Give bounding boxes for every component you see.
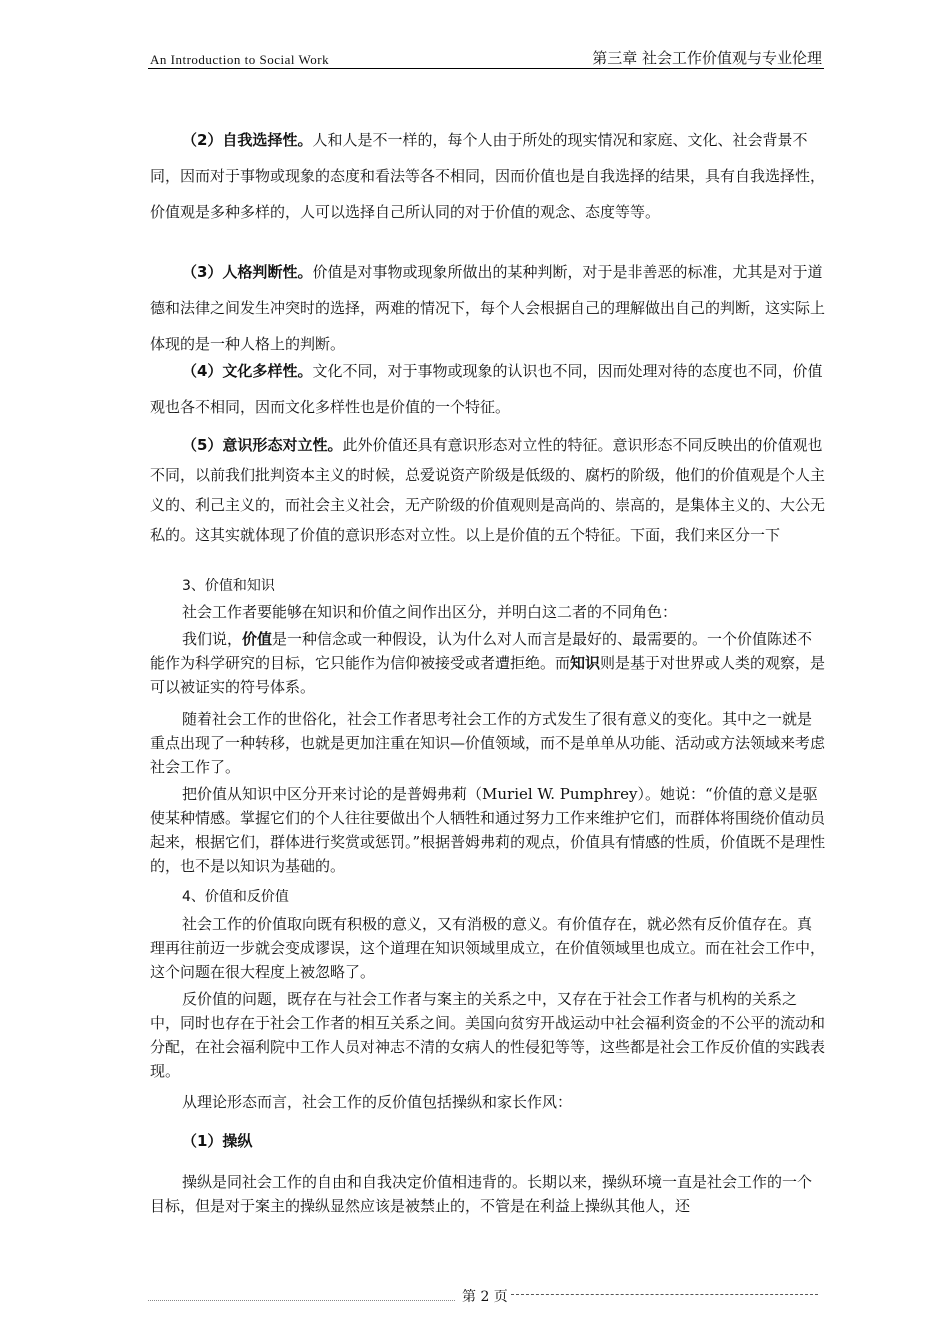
paragraph-cultural-diversity [150, 353, 826, 425]
paragraph-secularization: 随着社会工作的世俗化，社会工作者思考社会工作的方式发生了很有意义的变化。其中之一就是重点出现了一种转移，也就是更加注重在知识—价值领域，而不是单单从功能、活动或方法领域来考虑社会工作了。 [150, 710, 826, 776]
footer-dashed-line [511, 1294, 818, 1295]
paragraph-ideology-opposition [150, 430, 826, 550]
item-label: （2）自我选择性。 [182, 131, 313, 149]
page-footer [148, 1286, 824, 1306]
paragraph-self-selection [150, 122, 826, 230]
header-left-title: An Introduction to Social Work [150, 52, 330, 67]
footer-dotted-line [148, 1300, 455, 1301]
paragraph-manipulation: 操纵是同社会工作的自由和自我决定价值相违背的。长期以来，操纵环境一直是社会工作的一个目标，但是对于案主的操纵显然应该是被禁止的，不管是在利益上操纵其他人，还 [150, 1173, 813, 1215]
paragraph-text: 文化不同，对于事物或现象的认识也不同，因而处理对待的态度也不同，价值观也各不相同，因而文化多样性也是价值的一个特征。 [150, 362, 823, 416]
keyword-value: 价值 [242, 630, 273, 648]
item-label: （5）意识形态对立性。 [182, 436, 343, 454]
paragraph-value-definition: 我们说，价值是一种信念或一种假设，认为什么对人而言是最好的、最需要的。一个价值陈述不能作为科学研究的目标，它只能作为信仰被接受或者遭拒绝。而知识则是基于对世界或人类的观察，是可以被证实的符号体系。 [150, 630, 826, 696]
paragraph-text: 人和人是不一样的，每个人由于所处的现实情况和家庭、文化、社会背景不同，因而对于事物或现象的态度和看法等各不相同，因而价值也是自我选择的结果，具有自我选择性，价值观是多种多样的，人可以选择自己所认同的对于价值的观念、态度等等。 [150, 131, 826, 221]
item-label: （4）文化多样性。 [182, 362, 313, 380]
page-number: 第 2 页 [462, 1289, 508, 1305]
item-label: （3）人格判断性。 [182, 263, 313, 281]
section-heading-value-antivalue: 4、价值和反价值 [182, 889, 289, 905]
paragraph-pumphrey: 把价值从知识中区分开来讨论的是普姆弗莉（Muriel W. Pumphrey）。她说：“价值的意义是驱使某种情感。掌握它们的个人往往要做出个人牺牲和通过努力工作来维护它们，而群体将围绕价值动员起来，根据它们，群体进行奖赏或惩罚。”根据普姆弗莉的观点，价值具有情感的性质，价值既不是理性的，也不是以知识为基础的。 [150, 785, 826, 875]
paragraph-antivalue-intro: 社会工作的价值取向既有积极的意义，又有消极的意义。有价值存在，就必然有反价值存在。真理再往前迈一步就会变成谬误，这个道理在知识领域里成立，在价值领域里也成立。而在社会工作中，这个问题在很大程度上被忽略了。 [150, 915, 826, 981]
paragraph-distinction: 社会工作者要能够在知识和价值之间作出区分，并明白这二者的不同角色： [182, 603, 678, 621]
header-chapter-title: 第三章 社会工作价值观与专业伦理 [592, 49, 822, 67]
subheading-manipulation: （1）操纵 [182, 1132, 253, 1150]
paragraph-antivalue-forms: 从理论形态而言，社会工作的反价值包括操纵和家长作风： [182, 1093, 573, 1111]
paragraph-antivalue-relations: 反价值的问题，既存在与社会工作者与案主的关系之中，又存在于社会工作者与机构的关系之中，同时也存在于社会工作者的相互关系之间。美国向贫穷开战运动中社会福利资金的不公平的流动和分配，在社会福利院中工作人员对神志不清的女病人的性侵犯等等，这些都是社会工作反价值的实践表现。 [150, 990, 826, 1080]
section-heading-value-knowledge: 3、价值和知识 [182, 578, 275, 594]
paragraph-text: 此外价值还具有意识形态对立性的特征。意识形态不同反映出的价值观也不同，以前我们批判资本主义的时候，总爱说资产阶级是低级的、腐朽的阶级，他们的价值观是个人主义的、利己主义的，而社会主义社会，无产阶级的价值观则是高尚的、崇高的，是集体主义的、大公无私的。这其实就体现了价值的意识形态对立性。以上是价值的五个特征。下面，我们来区分一下 [150, 436, 826, 544]
keyword-knowledge: 知识 [570, 654, 601, 672]
paragraph-text: 价值是对事物或现象所做出的某种判断，对于是非善恶的标准，尤其是对于道德和法律之间发生冲突时的选择，两难的情况下，每个人会根据自己的理解做出自己的判断，这实际上体现的是一种人格上的判断。 [150, 263, 826, 353]
paragraph-personality-judgment [150, 254, 826, 362]
header-rule [148, 68, 824, 69]
